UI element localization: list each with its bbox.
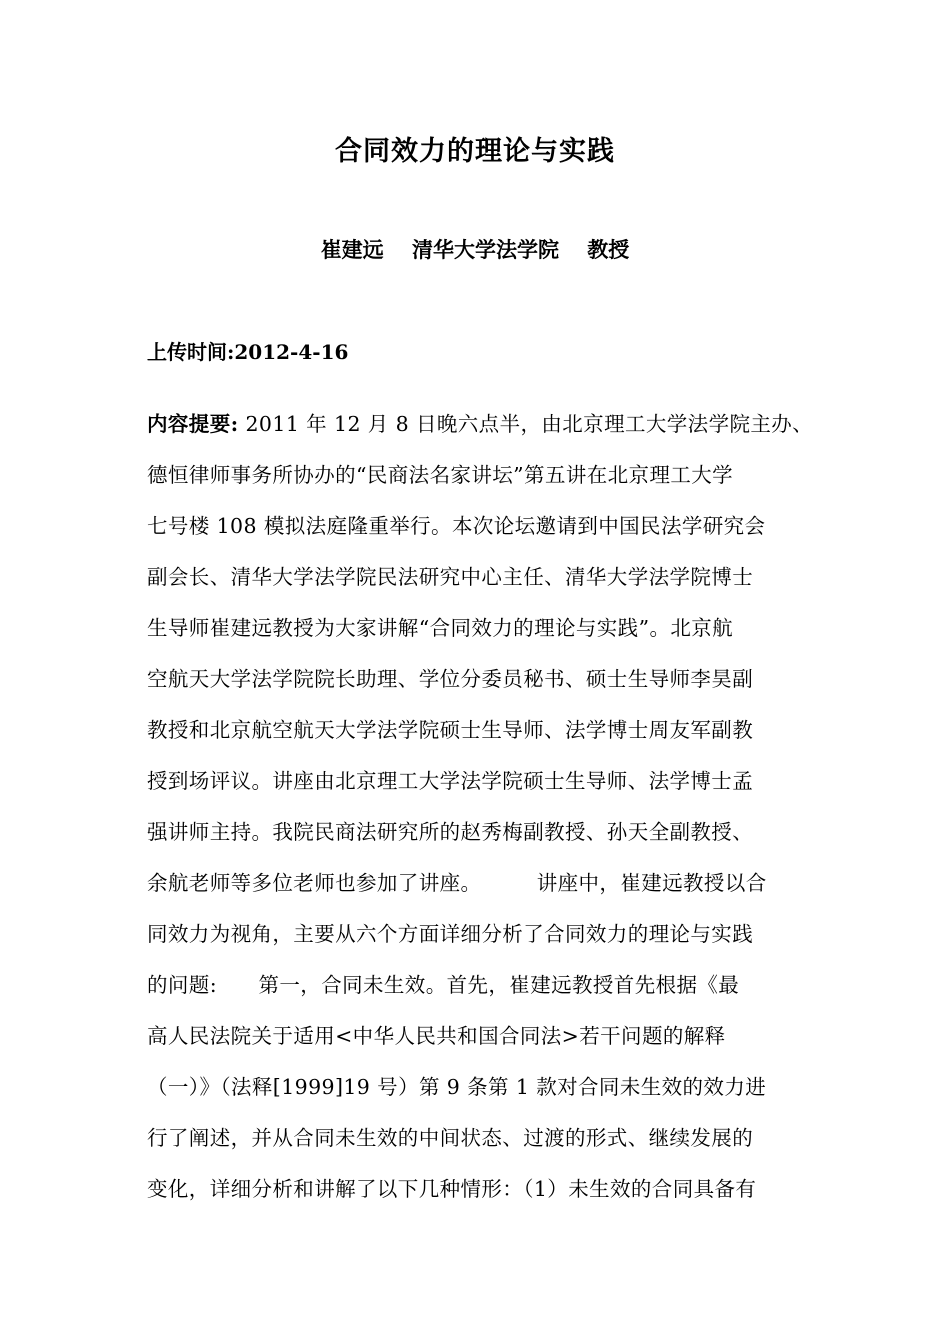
abstract-line: 高人民法院关于适用<中华人民共和国合同法>若干问题的解释 bbox=[147, 1024, 726, 1048]
abstract-line: （一）》（法释[1999]19 号）第 9 条第 1 款对合同未生效的效力进 bbox=[147, 1075, 767, 1099]
abstract-line: 七号楼 108 模拟法庭隆重举行。本次论坛邀请到中国民法学研究会 bbox=[147, 514, 766, 538]
abstract-line: 授到场评议。讲座由北京理工大学法学院硕士生导师、法学博士孟 bbox=[147, 769, 754, 793]
abstract-line: 变化，详细分析和讲解了以下几种情形：（1）未生效的合同具备有 bbox=[147, 1177, 757, 1201]
author-line: 崔建远 清华大学法学院 教授 bbox=[320, 237, 630, 262]
abstract-line: 教授和北京航空航天大学法学院硕士生导师、法学博士周友军副教 bbox=[147, 718, 754, 742]
abstract-line: 余航老师等多位老师也参加了讲座。 讲座中，崔建远教授以合 bbox=[147, 871, 767, 895]
abstract-line: 的问题: 第一，合同未生效。首先，崔建远教授首先根据《最 bbox=[147, 973, 740, 997]
abstract-line bbox=[147, 406, 827, 457]
upload-time-value: 2012-4-16 bbox=[234, 340, 349, 364]
abstract-line-text: 2011 年 12 月 8 日晚六点半，由北京理工大学法学院主办、 bbox=[238, 412, 814, 436]
document-title: 合同效力的理论与实践 bbox=[335, 136, 615, 167]
abstract-line: 行了阐述，并从合同未生效的中间状态、过渡的形式、继续发展的 bbox=[147, 1126, 754, 1150]
abstract-line: 副会长、清华大学法学院民法研究中心主任、清华大学法学院博士 bbox=[147, 565, 754, 589]
upload-time-label: 上传时间: bbox=[147, 340, 235, 364]
upload-time bbox=[147, 334, 348, 370]
abstract-line: 生导师崔建远教授为大家讲解“合同效力的理论与实践”。北京航 bbox=[147, 616, 734, 640]
abstract-label: 内容提要: bbox=[147, 412, 239, 436]
abstract-line: 空航天大学法学院院长助理、学位分委员秘书、硕士生导师李昊副 bbox=[147, 667, 754, 691]
abstract-line: 强讲师主持。我院民商法研究所的赵秀梅副教授、孙天全副教授、 bbox=[147, 820, 754, 844]
abstract-body bbox=[147, 406, 827, 1222]
abstract-line: 同效力为视角，主要从六个方面详细分析了合同效力的理论与实践 bbox=[147, 922, 754, 946]
abstract-line: 德恒律师事务所协办的“民商法名家讲坛”第五讲在北京理工大学 bbox=[147, 463, 734, 487]
